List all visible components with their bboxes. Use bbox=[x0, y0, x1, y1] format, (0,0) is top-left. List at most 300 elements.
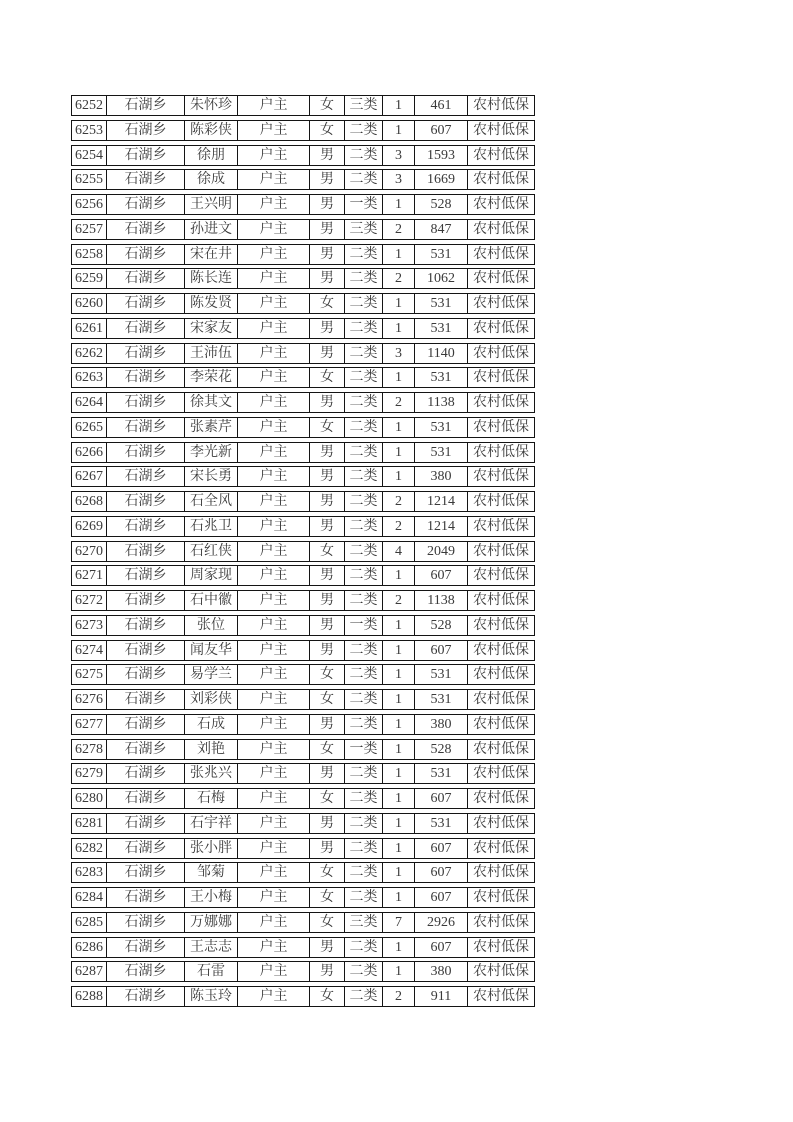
cell-relation: 户主 bbox=[238, 590, 310, 611]
cell-count: 1 bbox=[383, 194, 415, 215]
cell-name: 闻友华 bbox=[185, 640, 238, 661]
cell-name: 陈彩侠 bbox=[185, 120, 238, 141]
cell-count: 1 bbox=[383, 244, 415, 265]
cell-relation: 户主 bbox=[238, 912, 310, 933]
cell-id: 6281 bbox=[71, 813, 107, 834]
cell-count: 1 bbox=[383, 887, 415, 908]
table-row bbox=[71, 169, 535, 190]
cell-count: 1 bbox=[383, 442, 415, 463]
cell-category: 二类 bbox=[345, 343, 383, 364]
cell-type: 农村低保 bbox=[468, 417, 535, 438]
cell-gender: 男 bbox=[310, 219, 345, 240]
cell-type: 农村低保 bbox=[468, 169, 535, 190]
cell-id: 6269 bbox=[71, 516, 107, 537]
cell-amount: 607 bbox=[415, 120, 468, 141]
cell-gender: 男 bbox=[310, 813, 345, 834]
cell-relation: 户主 bbox=[238, 565, 310, 586]
cell-amount: 607 bbox=[415, 838, 468, 859]
cell-type: 农村低保 bbox=[468, 367, 535, 388]
cell-relation: 户主 bbox=[238, 219, 310, 240]
cell-count: 2 bbox=[383, 986, 415, 1007]
cell-gender: 男 bbox=[310, 194, 345, 215]
cell-township: 石湖乡 bbox=[107, 120, 185, 141]
cell-category: 二类 bbox=[345, 244, 383, 265]
cell-amount: 528 bbox=[415, 615, 468, 636]
cell-gender: 男 bbox=[310, 838, 345, 859]
table-row bbox=[71, 95, 535, 116]
table-row bbox=[71, 986, 535, 1007]
cell-id: 6280 bbox=[71, 788, 107, 809]
cell-count: 1 bbox=[383, 640, 415, 661]
cell-amount: 1138 bbox=[415, 392, 468, 413]
cell-relation: 户主 bbox=[238, 466, 310, 487]
cell-id: 6279 bbox=[71, 763, 107, 784]
cell-relation: 户主 bbox=[238, 516, 310, 537]
cell-type: 农村低保 bbox=[468, 541, 535, 562]
cell-gender: 男 bbox=[310, 565, 345, 586]
cell-id: 6282 bbox=[71, 838, 107, 859]
cell-category: 三类 bbox=[345, 219, 383, 240]
cell-name: 徐其文 bbox=[185, 392, 238, 413]
cell-gender: 男 bbox=[310, 268, 345, 289]
cell-type: 农村低保 bbox=[468, 813, 535, 834]
cell-relation: 户主 bbox=[238, 318, 310, 339]
cell-amount: 1138 bbox=[415, 590, 468, 611]
cell-relation: 户主 bbox=[238, 491, 310, 512]
cell-name: 刘艳 bbox=[185, 739, 238, 760]
cell-type: 农村低保 bbox=[468, 961, 535, 982]
cell-township: 石湖乡 bbox=[107, 392, 185, 413]
cell-township: 石湖乡 bbox=[107, 442, 185, 463]
cell-gender: 女 bbox=[310, 120, 345, 141]
cell-type: 农村低保 bbox=[468, 466, 535, 487]
table-row bbox=[71, 293, 535, 314]
cell-category: 二类 bbox=[345, 788, 383, 809]
cell-relation: 户主 bbox=[238, 838, 310, 859]
cell-township: 石湖乡 bbox=[107, 541, 185, 562]
table-row bbox=[71, 268, 535, 289]
cell-type: 农村低保 bbox=[468, 145, 535, 166]
cell-count: 1 bbox=[383, 615, 415, 636]
cell-type: 农村低保 bbox=[468, 986, 535, 1007]
cell-type: 农村低保 bbox=[468, 120, 535, 141]
cell-gender: 女 bbox=[310, 739, 345, 760]
cell-name: 王小梅 bbox=[185, 887, 238, 908]
cell-amount: 531 bbox=[415, 417, 468, 438]
cell-township: 石湖乡 bbox=[107, 491, 185, 512]
cell-township: 石湖乡 bbox=[107, 640, 185, 661]
cell-gender: 女 bbox=[310, 95, 345, 116]
cell-id: 6265 bbox=[71, 417, 107, 438]
cell-type: 农村低保 bbox=[468, 343, 535, 364]
cell-township: 石湖乡 bbox=[107, 937, 185, 958]
cell-relation: 户主 bbox=[238, 244, 310, 265]
cell-count: 3 bbox=[383, 169, 415, 190]
cell-relation: 户主 bbox=[238, 986, 310, 1007]
cell-township: 石湖乡 bbox=[107, 219, 185, 240]
cell-type: 农村低保 bbox=[468, 714, 535, 735]
cell-name: 刘彩侠 bbox=[185, 689, 238, 710]
cell-gender: 男 bbox=[310, 763, 345, 784]
cell-township: 石湖乡 bbox=[107, 838, 185, 859]
cell-amount: 1669 bbox=[415, 169, 468, 190]
cell-amount: 607 bbox=[415, 887, 468, 908]
cell-count: 1 bbox=[383, 862, 415, 883]
cell-category: 二类 bbox=[345, 664, 383, 685]
cell-amount: 531 bbox=[415, 367, 468, 388]
cell-count: 1 bbox=[383, 689, 415, 710]
cell-amount: 607 bbox=[415, 640, 468, 661]
cell-amount: 531 bbox=[415, 664, 468, 685]
cell-amount: 531 bbox=[415, 318, 468, 339]
cell-id: 6275 bbox=[71, 664, 107, 685]
cell-township: 石湖乡 bbox=[107, 664, 185, 685]
cell-type: 农村低保 bbox=[468, 491, 535, 512]
cell-gender: 女 bbox=[310, 788, 345, 809]
cell-category: 二类 bbox=[345, 689, 383, 710]
cell-category: 一类 bbox=[345, 739, 383, 760]
table-row bbox=[71, 838, 535, 859]
cell-relation: 户主 bbox=[238, 268, 310, 289]
cell-id: 6288 bbox=[71, 986, 107, 1007]
cell-count: 2 bbox=[383, 491, 415, 512]
cell-id: 6254 bbox=[71, 145, 107, 166]
cell-relation: 户主 bbox=[238, 615, 310, 636]
table-row bbox=[71, 417, 535, 438]
cell-amount: 847 bbox=[415, 219, 468, 240]
cell-name: 陈玉玲 bbox=[185, 986, 238, 1007]
table-row bbox=[71, 937, 535, 958]
table-row bbox=[71, 689, 535, 710]
cell-type: 农村低保 bbox=[468, 516, 535, 537]
cell-id: 6284 bbox=[71, 887, 107, 908]
cell-amount: 528 bbox=[415, 194, 468, 215]
cell-gender: 男 bbox=[310, 615, 345, 636]
table-row bbox=[71, 565, 535, 586]
table-row bbox=[71, 244, 535, 265]
cell-gender: 男 bbox=[310, 590, 345, 611]
cell-count: 7 bbox=[383, 912, 415, 933]
cell-name: 石宇祥 bbox=[185, 813, 238, 834]
cell-id: 6266 bbox=[71, 442, 107, 463]
cell-gender: 男 bbox=[310, 491, 345, 512]
cell-id: 6252 bbox=[71, 95, 107, 116]
cell-count: 1 bbox=[383, 95, 415, 116]
cell-name: 石兆卫 bbox=[185, 516, 238, 537]
cell-amount: 1593 bbox=[415, 145, 468, 166]
cell-amount: 531 bbox=[415, 442, 468, 463]
cell-category: 二类 bbox=[345, 887, 383, 908]
cell-relation: 户主 bbox=[238, 937, 310, 958]
cell-amount: 1214 bbox=[415, 516, 468, 537]
cell-name: 石红侠 bbox=[185, 541, 238, 562]
cell-id: 6273 bbox=[71, 615, 107, 636]
cell-category: 二类 bbox=[345, 961, 383, 982]
table-row bbox=[71, 343, 535, 364]
cell-count: 4 bbox=[383, 541, 415, 562]
cell-id: 6255 bbox=[71, 169, 107, 190]
cell-category: 二类 bbox=[345, 862, 383, 883]
cell-amount: 1214 bbox=[415, 491, 468, 512]
table-row bbox=[71, 739, 535, 760]
cell-name: 张兆兴 bbox=[185, 763, 238, 784]
cell-type: 农村低保 bbox=[468, 268, 535, 289]
cell-name: 徐成 bbox=[185, 169, 238, 190]
cell-category: 二类 bbox=[345, 392, 383, 413]
cell-gender: 女 bbox=[310, 293, 345, 314]
cell-id: 6274 bbox=[71, 640, 107, 661]
table-row bbox=[71, 590, 535, 611]
cell-relation: 户主 bbox=[238, 763, 310, 784]
cell-amount: 531 bbox=[415, 293, 468, 314]
cell-name: 邹菊 bbox=[185, 862, 238, 883]
cell-type: 农村低保 bbox=[468, 788, 535, 809]
cell-relation: 户主 bbox=[238, 417, 310, 438]
cell-gender: 女 bbox=[310, 367, 345, 388]
cell-category: 二类 bbox=[345, 491, 383, 512]
cell-relation: 户主 bbox=[238, 664, 310, 685]
table-row bbox=[71, 145, 535, 166]
table-row bbox=[71, 615, 535, 636]
cell-type: 农村低保 bbox=[468, 318, 535, 339]
cell-category: 二类 bbox=[345, 590, 383, 611]
table-row bbox=[71, 813, 535, 834]
cell-count: 1 bbox=[383, 961, 415, 982]
table-row bbox=[71, 763, 535, 784]
cell-amount: 380 bbox=[415, 961, 468, 982]
cell-gender: 男 bbox=[310, 937, 345, 958]
cell-township: 石湖乡 bbox=[107, 961, 185, 982]
cell-amount: 531 bbox=[415, 244, 468, 265]
cell-amount: 531 bbox=[415, 813, 468, 834]
cell-name: 陈长连 bbox=[185, 268, 238, 289]
cell-count: 1 bbox=[383, 714, 415, 735]
cell-name: 张小胖 bbox=[185, 838, 238, 859]
cell-gender: 男 bbox=[310, 466, 345, 487]
cell-name: 陈发贤 bbox=[185, 293, 238, 314]
cell-type: 农村低保 bbox=[468, 615, 535, 636]
cell-type: 农村低保 bbox=[468, 95, 535, 116]
cell-name: 石梅 bbox=[185, 788, 238, 809]
cell-gender: 女 bbox=[310, 664, 345, 685]
cell-name: 王兴明 bbox=[185, 194, 238, 215]
cell-count: 1 bbox=[383, 838, 415, 859]
table-row bbox=[71, 640, 535, 661]
cell-township: 石湖乡 bbox=[107, 912, 185, 933]
cell-township: 石湖乡 bbox=[107, 763, 185, 784]
table-row bbox=[71, 219, 535, 240]
cell-relation: 户主 bbox=[238, 442, 310, 463]
cell-type: 农村低保 bbox=[468, 763, 535, 784]
cell-gender: 男 bbox=[310, 318, 345, 339]
cell-category: 二类 bbox=[345, 169, 383, 190]
cell-count: 3 bbox=[383, 343, 415, 364]
cell-amount: 380 bbox=[415, 466, 468, 487]
cell-name: 李光新 bbox=[185, 442, 238, 463]
cell-name: 万娜娜 bbox=[185, 912, 238, 933]
cell-name: 张素芹 bbox=[185, 417, 238, 438]
cell-id: 6260 bbox=[71, 293, 107, 314]
cell-id: 6277 bbox=[71, 714, 107, 735]
cell-amount: 528 bbox=[415, 739, 468, 760]
cell-gender: 男 bbox=[310, 145, 345, 166]
cell-amount: 380 bbox=[415, 714, 468, 735]
cell-type: 农村低保 bbox=[468, 838, 535, 859]
cell-type: 农村低保 bbox=[468, 862, 535, 883]
cell-type: 农村低保 bbox=[468, 590, 535, 611]
cell-type: 农村低保 bbox=[468, 293, 535, 314]
cell-relation: 户主 bbox=[238, 689, 310, 710]
cell-gender: 男 bbox=[310, 442, 345, 463]
cell-id: 6261 bbox=[71, 318, 107, 339]
cell-gender: 男 bbox=[310, 714, 345, 735]
cell-gender: 男 bbox=[310, 169, 345, 190]
cell-id: 6283 bbox=[71, 862, 107, 883]
cell-gender: 女 bbox=[310, 912, 345, 933]
cell-township: 石湖乡 bbox=[107, 689, 185, 710]
cell-category: 二类 bbox=[345, 367, 383, 388]
cell-gender: 女 bbox=[310, 689, 345, 710]
cell-relation: 户主 bbox=[238, 293, 310, 314]
cell-township: 石湖乡 bbox=[107, 739, 185, 760]
cell-id: 6258 bbox=[71, 244, 107, 265]
cell-category: 二类 bbox=[345, 516, 383, 537]
cell-id: 6285 bbox=[71, 912, 107, 933]
cell-type: 农村低保 bbox=[468, 689, 535, 710]
cell-name: 王沛伍 bbox=[185, 343, 238, 364]
cell-amount: 607 bbox=[415, 937, 468, 958]
cell-relation: 户主 bbox=[238, 813, 310, 834]
cell-count: 1 bbox=[383, 937, 415, 958]
cell-township: 石湖乡 bbox=[107, 862, 185, 883]
cell-id: 6262 bbox=[71, 343, 107, 364]
cell-category: 二类 bbox=[345, 120, 383, 141]
cell-township: 石湖乡 bbox=[107, 169, 185, 190]
cell-category: 二类 bbox=[345, 145, 383, 166]
cell-id: 6259 bbox=[71, 268, 107, 289]
cell-count: 1 bbox=[383, 565, 415, 586]
cell-relation: 户主 bbox=[238, 887, 310, 908]
cell-amount: 607 bbox=[415, 862, 468, 883]
cell-id: 6264 bbox=[71, 392, 107, 413]
cell-township: 石湖乡 bbox=[107, 590, 185, 611]
cell-relation: 户主 bbox=[238, 788, 310, 809]
table-row bbox=[71, 961, 535, 982]
cell-type: 农村低保 bbox=[468, 244, 535, 265]
cell-id: 6272 bbox=[71, 590, 107, 611]
table-row bbox=[71, 714, 535, 735]
cell-id: 6276 bbox=[71, 689, 107, 710]
cell-type: 农村低保 bbox=[468, 912, 535, 933]
cell-category: 二类 bbox=[345, 838, 383, 859]
cell-amount: 911 bbox=[415, 986, 468, 1007]
cell-township: 石湖乡 bbox=[107, 516, 185, 537]
table-row bbox=[71, 466, 535, 487]
cell-township: 石湖乡 bbox=[107, 194, 185, 215]
cell-relation: 户主 bbox=[238, 714, 310, 735]
cell-category: 二类 bbox=[345, 565, 383, 586]
table-row bbox=[71, 120, 535, 141]
cell-category: 二类 bbox=[345, 640, 383, 661]
cell-relation: 户主 bbox=[238, 145, 310, 166]
cell-category: 二类 bbox=[345, 986, 383, 1007]
cell-category: 二类 bbox=[345, 813, 383, 834]
cell-id: 6278 bbox=[71, 739, 107, 760]
cell-category: 三类 bbox=[345, 95, 383, 116]
cell-township: 石湖乡 bbox=[107, 813, 185, 834]
table-row bbox=[71, 491, 535, 512]
cell-category: 三类 bbox=[345, 912, 383, 933]
cell-gender: 女 bbox=[310, 417, 345, 438]
cell-type: 农村低保 bbox=[468, 442, 535, 463]
cell-count: 1 bbox=[383, 763, 415, 784]
cell-township: 石湖乡 bbox=[107, 268, 185, 289]
cell-category: 二类 bbox=[345, 937, 383, 958]
cell-amount: 2926 bbox=[415, 912, 468, 933]
cell-category: 二类 bbox=[345, 268, 383, 289]
cell-township: 石湖乡 bbox=[107, 887, 185, 908]
cell-relation: 户主 bbox=[238, 194, 310, 215]
cell-township: 石湖乡 bbox=[107, 95, 185, 116]
cell-category: 二类 bbox=[345, 714, 383, 735]
cell-count: 1 bbox=[383, 293, 415, 314]
cell-township: 石湖乡 bbox=[107, 788, 185, 809]
cell-id: 6257 bbox=[71, 219, 107, 240]
cell-id: 6253 bbox=[71, 120, 107, 141]
cell-type: 农村低保 bbox=[468, 392, 535, 413]
cell-relation: 户主 bbox=[238, 343, 310, 364]
table-row bbox=[71, 194, 535, 215]
cell-count: 3 bbox=[383, 145, 415, 166]
cell-category: 二类 bbox=[345, 417, 383, 438]
table-row bbox=[71, 664, 535, 685]
cell-name: 宋长勇 bbox=[185, 466, 238, 487]
cell-amount: 1062 bbox=[415, 268, 468, 289]
cell-id: 6268 bbox=[71, 491, 107, 512]
cell-relation: 户主 bbox=[238, 961, 310, 982]
cell-type: 农村低保 bbox=[468, 219, 535, 240]
cell-township: 石湖乡 bbox=[107, 367, 185, 388]
cell-count: 1 bbox=[383, 788, 415, 809]
table-row bbox=[71, 862, 535, 883]
cell-name: 李荣花 bbox=[185, 367, 238, 388]
cell-count: 1 bbox=[383, 664, 415, 685]
cell-id: 6263 bbox=[71, 367, 107, 388]
cell-township: 石湖乡 bbox=[107, 293, 185, 314]
cell-category: 二类 bbox=[345, 466, 383, 487]
cell-name: 石成 bbox=[185, 714, 238, 735]
cell-count: 1 bbox=[383, 813, 415, 834]
cell-type: 农村低保 bbox=[468, 640, 535, 661]
cell-relation: 户主 bbox=[238, 541, 310, 562]
table-row bbox=[71, 367, 535, 388]
cell-township: 石湖乡 bbox=[107, 145, 185, 166]
cell-count: 2 bbox=[383, 516, 415, 537]
cell-gender: 女 bbox=[310, 986, 345, 1007]
cell-relation: 户主 bbox=[238, 95, 310, 116]
cell-category: 一类 bbox=[345, 615, 383, 636]
cell-amount: 607 bbox=[415, 788, 468, 809]
cell-relation: 户主 bbox=[238, 392, 310, 413]
cell-count: 2 bbox=[383, 392, 415, 413]
cell-type: 农村低保 bbox=[468, 937, 535, 958]
cell-id: 6287 bbox=[71, 961, 107, 982]
cell-name: 朱怀珍 bbox=[185, 95, 238, 116]
cell-id: 6270 bbox=[71, 541, 107, 562]
table-row bbox=[71, 887, 535, 908]
cell-relation: 户主 bbox=[238, 739, 310, 760]
cell-name: 徐朋 bbox=[185, 145, 238, 166]
